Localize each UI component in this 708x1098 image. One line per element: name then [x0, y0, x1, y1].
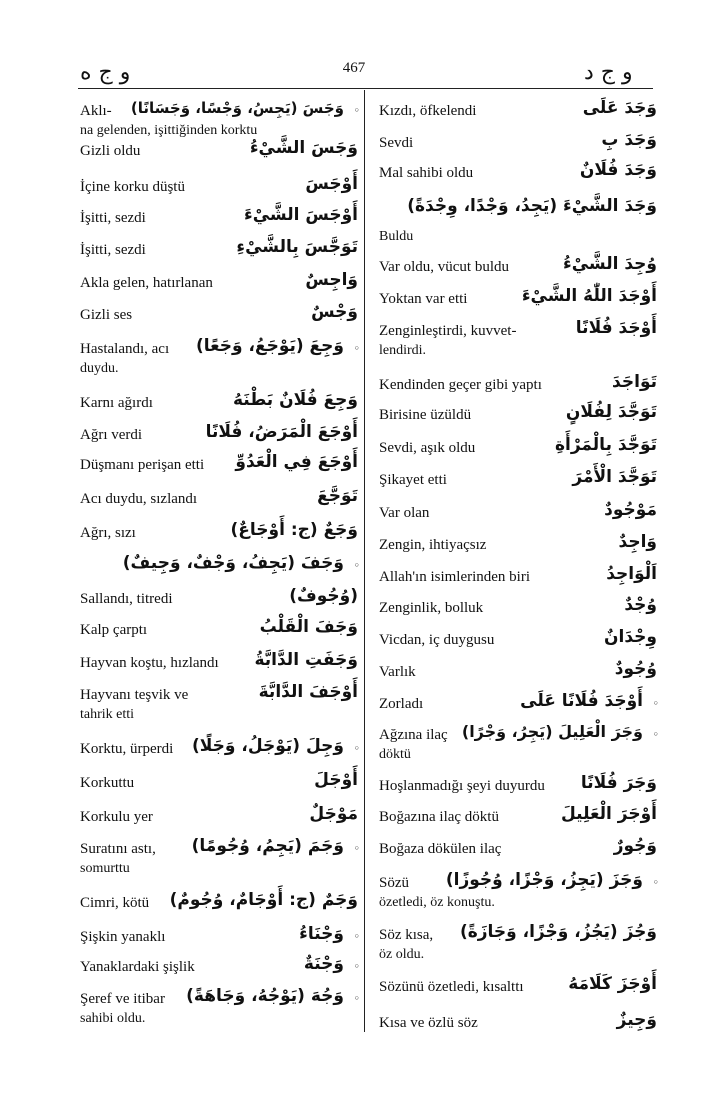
entry-marker: ◦ — [353, 342, 360, 355]
arabic-headword: وَاجِسٌ — [305, 270, 358, 290]
turkish-meaning: Şeref ve itibar — [80, 991, 165, 1007]
entry-marker: ◦ — [652, 728, 659, 741]
arabic-headword: وَجَدَ عَلَى — [582, 98, 657, 118]
arabic-headword: وَجِيزٌ — [616, 1010, 657, 1030]
arabic-headword: وَجَرَ فُلَانًا — [580, 773, 657, 793]
turkish-meaning: Korkulu yer — [80, 809, 153, 825]
turkish-meaning: Yoktan var etti — [379, 291, 468, 307]
turkish-meaning-continued: sahibi oldu. — [80, 1011, 146, 1026]
arabic-headword: تَوَجَّسَ بِالشَّيْءِ — [236, 237, 358, 257]
arabic-headword: تَوَجَّدَ الْأَمْرَ — [572, 467, 657, 487]
turkish-meaning: Var oldu, vücut buldu — [379, 259, 509, 275]
turkish-meaning: Gizli oldu — [80, 143, 141, 159]
turkish-meaning: Karnı ağırdı — [80, 395, 153, 411]
arabic-headword: وُجِدَ الشَّيْءُ — [563, 254, 657, 274]
turkish-meaning: Varlık — [379, 664, 416, 680]
turkish-meaning: Kısa ve özlü söz — [379, 1015, 478, 1031]
turkish-meaning-continued: duydu. — [80, 361, 119, 376]
arabic-headword: (وُجُوفٌ) — [289, 586, 358, 606]
turkish-meaning: Sevdi — [379, 135, 414, 151]
turkish-meaning-continued: özetledi, öz konuştu. — [379, 895, 495, 910]
arabic-headword: أَوْجَدَ اللّٰهُ الشَّيْءَ — [521, 286, 657, 306]
turkish-meaning: Ağrı verdi — [80, 427, 143, 443]
turkish-meaning: Suratını astı, — [80, 841, 156, 857]
arabic-headword: وَجِلَ (يَوْجَلُ، وَجَلًا) — [191, 736, 344, 756]
turkish-meaning: Kalp çarptı — [80, 622, 148, 638]
header-rule — [78, 88, 653, 89]
arabic-headword: وَاجِدٌ — [618, 532, 657, 552]
turkish-meaning-continued: na gelenden, işittiğinden korktu — [80, 123, 258, 138]
turkish-meaning: Cimri, kötü — [80, 895, 150, 911]
header-root-letters-left: و ج ه — [80, 60, 131, 85]
turkish-meaning-continued: öz oldu. — [379, 947, 425, 962]
turkish-meaning: İçine korku düştü — [80, 179, 185, 195]
entry-marker: ◦ — [353, 559, 360, 572]
entry-marker: ◦ — [353, 104, 360, 117]
turkish-meaning: Şikayet etti — [379, 472, 447, 488]
turkish-meaning: Boğaza dökülen ilaç — [379, 841, 502, 857]
entry-marker: ◦ — [652, 876, 659, 889]
page-number: 467 — [342, 60, 366, 76]
turkish-meaning: Vicdan, iç duygusu — [379, 632, 495, 648]
arabic-headword: اَلْوَاجِدُ — [606, 564, 657, 584]
arabic-headword: وَجَفَ (يَجِفُ، وَجْفٌ، وَجِيفٌ) — [122, 553, 344, 573]
arabic-headword: وَجَزَ (يَجِزُ، وَجْزًا، وُجُوزًا) — [445, 870, 643, 890]
header-root-letters-right: و ج د — [584, 60, 633, 85]
arabic-headword: مَوْجَلٌ — [309, 804, 358, 824]
arabic-headword: تَوَجَّدَ بِالْمَرْأَةِ — [554, 435, 657, 455]
entry-marker: ◦ — [353, 992, 360, 1005]
turkish-meaning: Hayvanı teşvik ve — [80, 687, 189, 703]
turkish-meaning: Aklı- — [80, 103, 112, 119]
turkish-meaning: Sözünü özetledi, kısalttı — [379, 979, 524, 995]
arabic-headword: وَجِعَ (يَوْجَعُ، وَجَعًا) — [196, 336, 344, 356]
turkish-meaning: Sallandı, titredi — [80, 591, 173, 607]
arabic-headword: وَجْنَةٌ — [303, 954, 344, 974]
arabic-headword: أَوْجَزَ كَلَامَهُ — [568, 974, 657, 994]
arabic-headword: وَجْسٌ — [311, 302, 358, 322]
turkish-meaning: Var olan — [379, 505, 430, 521]
turkish-meaning: Korktu, ürperdi — [80, 741, 174, 757]
turkish-meaning-continued: somurttu — [80, 861, 130, 876]
turkish-meaning: Zenginlik, bolluk — [379, 600, 484, 616]
entry-marker: ◦ — [353, 930, 360, 943]
arabic-headword: أَوْجَفَ الدَّابَّةَ — [258, 682, 358, 702]
arabic-headword: وَجَرَ الْعَلِيلَ (يَجِرُ، وَجْرًا) — [461, 722, 643, 741]
turkish-meaning: Sözü — [379, 875, 409, 891]
turkish-meaning: Yanaklardaki şişlik — [80, 959, 195, 975]
turkish-meaning: Ağzına ilaç — [379, 727, 448, 743]
turkish-meaning: Korkuttu — [80, 775, 135, 791]
arabic-headword: وَجَدَ الشَّيْءَ (يَجِدُ، وَجْدًا، وِجْدَةً) — [407, 196, 657, 216]
arabic-headword: وُجْدٌ — [624, 595, 657, 615]
turkish-meaning: Zengin, ihtiyaçsız — [379, 537, 487, 553]
arabic-headword: وَجَمٌ (ج: أَوْجَامٌ، وُجُومٌ) — [169, 890, 358, 910]
arabic-headword: وَجُزَ (يَجُزُ، وَجْزًا، وَجَازَةً) — [459, 922, 657, 942]
arabic-headword: وَجَدَ بِ — [601, 130, 657, 150]
turkish-meaning: Boğazına ilaç döktü — [379, 809, 499, 825]
arabic-headword: تَوَجَّعَ — [317, 486, 358, 506]
arabic-headword: تَوَجَّدَ لِفُلَانٍ — [565, 402, 657, 422]
arabic-headword: مَوْجُودٌ — [604, 500, 657, 520]
turkish-meaning: Allah'ın isimlerinden biri — [379, 569, 531, 585]
arabic-headword: أَوْجَعَ الْمَرَضُ، فُلَانًا — [205, 422, 358, 442]
arabic-headword: وَجْنَاءُ — [299, 924, 344, 944]
turkish-meaning: Gizli ses — [80, 307, 133, 323]
arabic-headword: أَوْجَدَ فُلَانًا عَلَى — [520, 691, 643, 711]
arabic-headword: وَجُهَ (يَوْجُهُ، وَجَاهَةً) — [186, 986, 344, 1006]
arabic-headword: وَجُورٌ — [613, 836, 657, 856]
turkish-meaning: Zenginleştirdi, kuvvet- — [379, 323, 517, 339]
turkish-meaning: Acı duydu, sızlandı — [80, 491, 198, 507]
turkish-meaning: Hastalandı, acı — [80, 341, 170, 357]
arabic-headword: وِجْدَانٌ — [604, 627, 657, 647]
arabic-headword: أَوْجَرَ الْعَلِيلَ — [561, 804, 657, 824]
turkish-meaning: Şişkin yanaklı — [80, 929, 166, 945]
arabic-headword: وَجَسَ الشَّيْءُ — [249, 138, 358, 158]
arabic-headword: وَجَسَ (يَجِسُ، وَجْسًا، وَجَسَانًا) — [130, 99, 344, 117]
turkish-meaning: Zorladı — [379, 696, 424, 712]
turkish-meaning-continued: tahrik etti — [80, 707, 135, 722]
turkish-meaning: Söz kısa, — [379, 927, 434, 943]
turkish-meaning: Hayvan koştu, hızlandı — [80, 655, 219, 671]
arabic-headword: وَجِعَ فُلَانٌ بَطْنَهُ — [232, 390, 358, 410]
turkish-meaning: Birisine üzüldü — [379, 407, 472, 423]
turkish-meaning-continued: lendirdi. — [379, 343, 427, 358]
arabic-headword: أَوْجَلَ — [314, 770, 358, 790]
turkish-meaning: Mal sahibi oldu — [379, 165, 474, 181]
arabic-headword: أَوْجَعَ فِي الْعَدُوِّ — [235, 452, 358, 472]
arabic-headword: أَوْجَسَ الشَّيْءَ — [244, 205, 358, 225]
arabic-headword: تَوَاجَدَ — [612, 372, 657, 392]
turkish-meaning: Sevdi, aşık oldu — [379, 440, 476, 456]
turkish-meaning-continued: döktü — [379, 747, 411, 762]
column-separator — [364, 90, 365, 1032]
entry-marker: ◦ — [353, 742, 360, 755]
turkish-meaning: Hoşlanmadığı şeyi duyurdu — [379, 778, 545, 794]
turkish-meaning: İşitti, sezdi — [80, 210, 146, 226]
turkish-meaning: Düşmanı perişan etti — [80, 457, 205, 473]
turkish-meaning: Ağrı, sızı — [80, 525, 136, 541]
turkish-meaning: İşitti, sezdi — [80, 242, 146, 258]
arabic-headword: وَجَفَتِ الدَّابَّةُ — [254, 650, 358, 670]
arabic-headword: وَجَدَ فُلَانٌ — [579, 160, 657, 180]
entry-marker: ◦ — [652, 697, 659, 710]
turkish-meaning: Kendinden geçer gibi yaptı — [379, 377, 542, 393]
arabic-headword: وَجَمَ (يَجِمُ، وُجُومًا) — [191, 836, 344, 856]
entry-marker: ◦ — [353, 842, 360, 855]
arabic-headword: وَجَعٌ (ج: أَوْجَاعٌ) — [230, 520, 358, 540]
turkish-meaning: Kızdı, öfkelendi — [379, 103, 477, 119]
turkish-meaning-continued: Buldu — [379, 229, 414, 244]
turkish-meaning: Akla gelen, hatırlanan — [80, 275, 213, 291]
arabic-headword: أَوْجَسَ — [305, 174, 358, 194]
arabic-headword: أَوْجَدَ فُلَانًا — [575, 318, 657, 338]
arabic-headword: وَجَفَ الْقَلْبُ — [259, 617, 358, 637]
entry-marker: ◦ — [353, 960, 360, 973]
arabic-headword: وُجُودٌ — [614, 659, 657, 679]
